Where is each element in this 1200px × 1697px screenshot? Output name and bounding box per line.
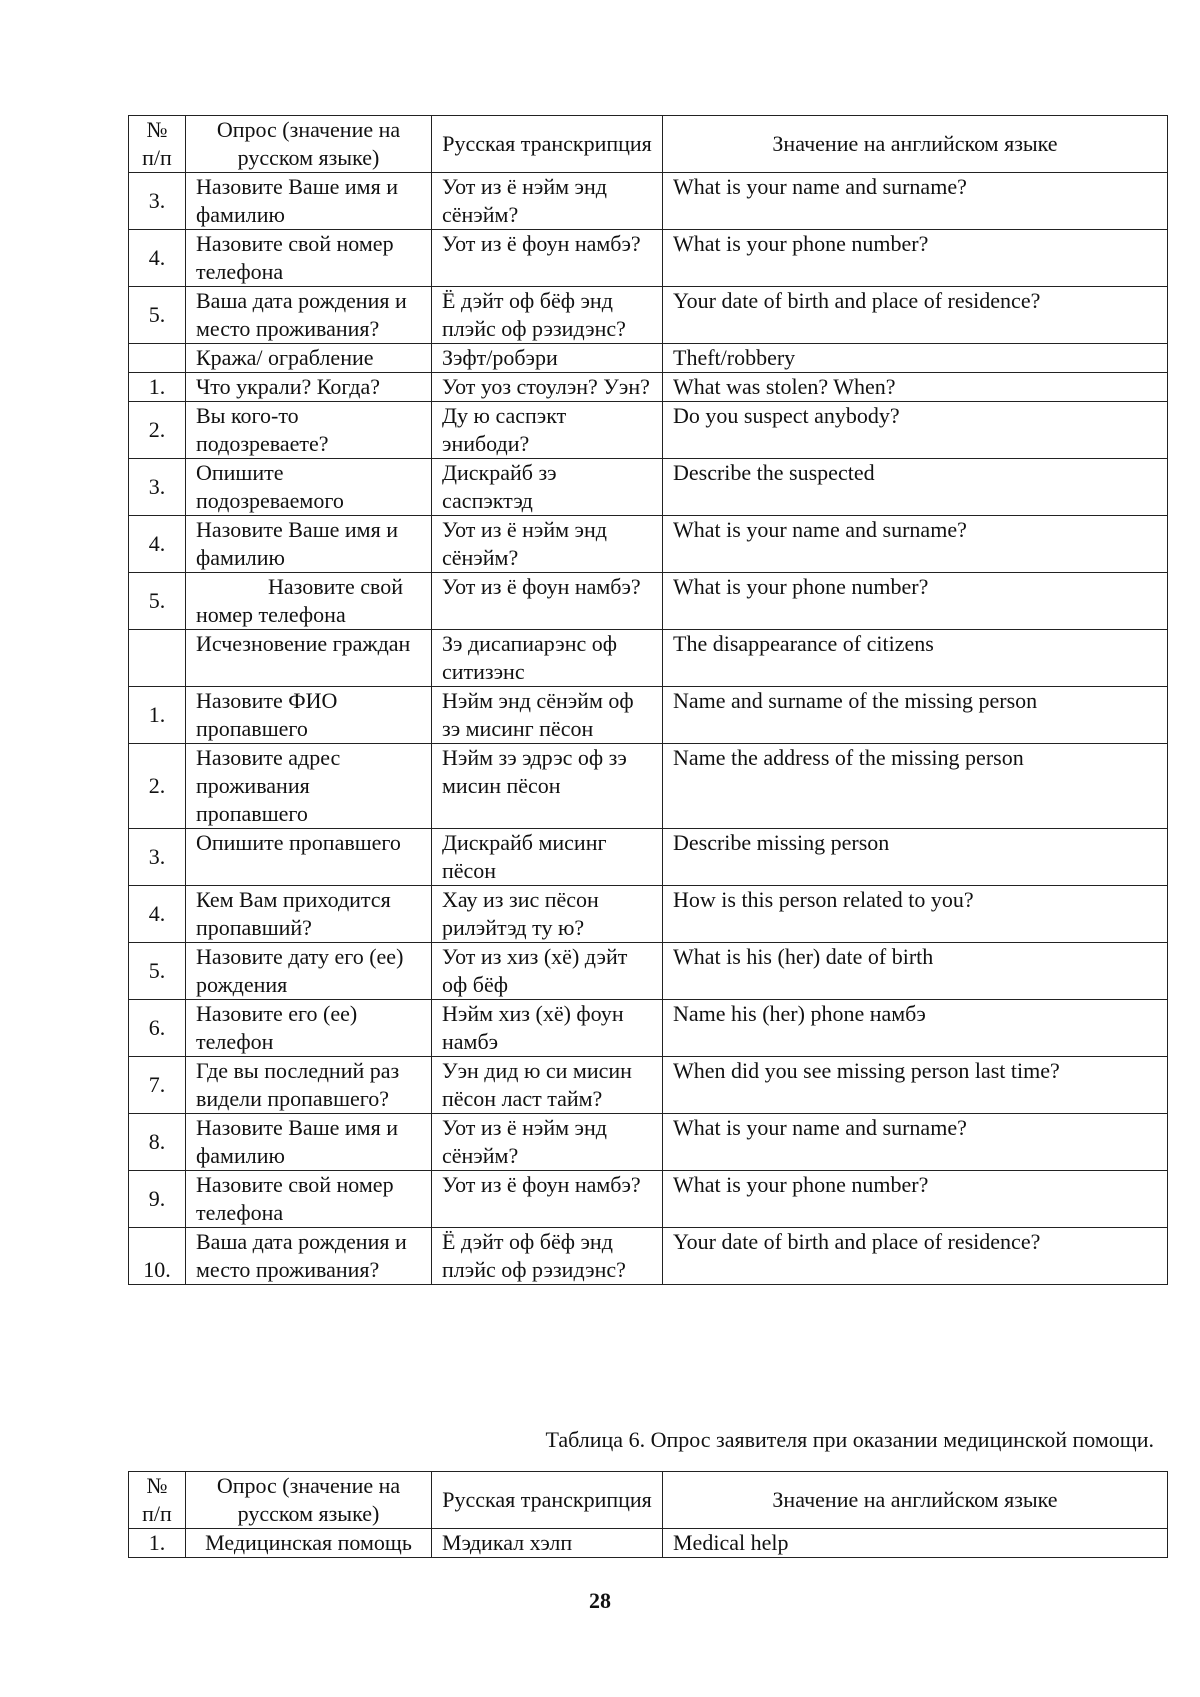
english-meaning: Describe missing person xyxy=(663,829,1168,886)
english-meaning: What is your phone number? xyxy=(663,1171,1168,1228)
russian-transcription: Дискрайб мисинг пёсон xyxy=(432,829,663,886)
table-row xyxy=(129,573,1168,630)
row-number: 3. xyxy=(129,829,186,886)
english-meaning: The disappearance of citizens xyxy=(663,630,1168,687)
table-header-row xyxy=(129,116,1168,173)
header-number: № п/п xyxy=(129,1472,186,1529)
english-meaning: When did you see missing person last time? xyxy=(663,1057,1168,1114)
row-number: 5. xyxy=(129,573,186,630)
header-english-meaning: Значение на английском языке xyxy=(663,1472,1168,1529)
russian-question: Что украли? Когда? xyxy=(186,373,432,402)
russian-question: Опишите пропавшего xyxy=(186,829,432,886)
row-number: 1. xyxy=(129,1529,186,1558)
russian-transcription: Нэйм энд сёнэйм оф зэ мисинг пёсон xyxy=(432,687,663,744)
russian-question: Ваша дата рождения и место проживания? xyxy=(186,287,432,344)
russian-question: Назовите свой номер телефона xyxy=(186,1171,432,1228)
russian-transcription: Зэфт/робэри xyxy=(432,344,663,373)
english-meaning: Name and surname of the missing person xyxy=(663,687,1168,744)
english-meaning: Your date of birth and place of residence? xyxy=(663,287,1168,344)
english-meaning: What was stolen? When? xyxy=(663,373,1168,402)
english-meaning: Your date of birth and place of residence? xyxy=(663,1228,1168,1285)
table-row xyxy=(129,402,1168,459)
row-number: 8. xyxy=(129,1114,186,1171)
row-number: 5. xyxy=(129,287,186,344)
russian-question: Кем Вам приходится пропавший? xyxy=(186,886,432,943)
row-number: 1. xyxy=(129,687,186,744)
medical-questionnaire-table xyxy=(128,1471,1168,1558)
russian-question: Назовите свой номер телефона xyxy=(186,230,432,287)
russian-transcription: Ё дэйт оф бёф энд плэйс оф рэзидэнс? xyxy=(432,1228,663,1285)
russian-question: Назовите его (ее) телефон xyxy=(186,1000,432,1057)
table-row xyxy=(129,373,1168,402)
table-row xyxy=(129,344,1168,373)
russian-transcription: Уот уоз стоулэн? Уэн? xyxy=(432,373,663,402)
english-meaning: What is your name and surname? xyxy=(663,516,1168,573)
row-number: 3. xyxy=(129,459,186,516)
table-row xyxy=(129,886,1168,943)
english-meaning: What is his (her) date of birth xyxy=(663,943,1168,1000)
english-meaning: Name his (her) phone намбэ xyxy=(663,1000,1168,1057)
russian-transcription: Ду ю саспэкт энибоди? xyxy=(432,402,663,459)
table-row xyxy=(129,1529,1168,1558)
russian-transcription: Нэйм хиз (хё) фоун намбэ xyxy=(432,1000,663,1057)
russian-transcription: Хау из зис пёсон рилэйтэд ту ю? xyxy=(432,886,663,943)
russian-transcription: Мэдикал хэлп xyxy=(432,1529,663,1558)
russian-question: Опишите подозреваемого xyxy=(186,459,432,516)
table-row xyxy=(129,1114,1168,1171)
russian-question: Назовите Ваше имя и фамилию xyxy=(186,173,432,230)
header-russian-meaning: Опрос (значение на русском языке) xyxy=(186,1472,432,1529)
table-row xyxy=(129,1057,1168,1114)
row-number: 3. xyxy=(129,173,186,230)
russian-transcription: Уот из ё нэйм энд сёнэйм? xyxy=(432,173,663,230)
russian-question: Ваша дата рождения и место проживания? xyxy=(186,1228,432,1285)
russian-transcription: Ё дэйт оф бёф энд плэйс оф рэзидэнс? xyxy=(432,287,663,344)
row-number: 2. xyxy=(129,744,186,829)
header-russian-meaning: Опрос (значение на русском языке) xyxy=(186,116,432,173)
russian-question: Кража/ ограбление xyxy=(186,344,432,373)
row-number: 7. xyxy=(129,1057,186,1114)
header-number: № п/п xyxy=(129,116,186,173)
english-meaning: Medical help xyxy=(663,1529,1168,1558)
russian-transcription: Уот из ё фоун намбэ? xyxy=(432,230,663,287)
table-caption: Таблица 6. Опрос заявителя при оказании медицинской помощи. xyxy=(545,1427,1154,1452)
page-number: 28 xyxy=(589,1588,611,1613)
russian-question: Назовите дату его (ее) рождения xyxy=(186,943,432,1000)
russian-transcription: Дискрайб зэ саспэктэд xyxy=(432,459,663,516)
english-meaning: What is your phone number? xyxy=(663,230,1168,287)
russian-transcription: Уот из хиз (хё) дэйт оф бёф xyxy=(432,943,663,1000)
table-row xyxy=(129,516,1168,573)
english-meaning: Name the address of the missing person xyxy=(663,744,1168,829)
english-meaning: What is your name and surname? xyxy=(663,173,1168,230)
russian-transcription: Уэн дид ю си мисин пёсон ласт тайм? xyxy=(432,1057,663,1114)
row-number: 4. xyxy=(129,230,186,287)
row-number: 1. xyxy=(129,373,186,402)
row-number: 10. xyxy=(129,1228,186,1285)
table-row xyxy=(129,230,1168,287)
russian-question: Назовите Ваше имя и фамилию xyxy=(186,516,432,573)
table-row xyxy=(129,1000,1168,1057)
russian-question: Вы кого-то подозреваете? xyxy=(186,402,432,459)
table-header-row xyxy=(129,1472,1168,1529)
row-number xyxy=(129,630,186,687)
row-number: 6. xyxy=(129,1000,186,1057)
russian-question: Медицинская помощь xyxy=(186,1529,432,1558)
russian-question: Назовите свой номер телефона xyxy=(186,573,432,630)
questionnaire-table xyxy=(128,115,1168,1285)
table-row xyxy=(129,173,1168,230)
table-row xyxy=(129,744,1168,829)
table-row xyxy=(129,1171,1168,1228)
russian-question: Где вы последний раз видели пропавшего? xyxy=(186,1057,432,1114)
english-meaning: Describe the suspected xyxy=(663,459,1168,516)
row-number: 4. xyxy=(129,516,186,573)
russian-question: Назовите адрес проживания пропавшего xyxy=(186,744,432,829)
table-row xyxy=(129,1228,1168,1285)
header-transcription: Русская транскрипция xyxy=(432,1472,663,1529)
table-row xyxy=(129,459,1168,516)
table-row xyxy=(129,287,1168,344)
row-number xyxy=(129,344,186,373)
russian-question: Назовите Ваше имя и фамилию xyxy=(186,1114,432,1171)
russian-transcription: Нэйм зэ эдрэс оф зэ мисин пёсон xyxy=(432,744,663,829)
row-number: 9. xyxy=(129,1171,186,1228)
header-transcription: Русская транскрипция xyxy=(432,116,663,173)
russian-transcription: Уот из ё нэйм энд сёнэйм? xyxy=(432,1114,663,1171)
table-row xyxy=(129,630,1168,687)
english-meaning: Do you suspect anybody? xyxy=(663,402,1168,459)
russian-question: Назовите ФИО пропавшего xyxy=(186,687,432,744)
table-row xyxy=(129,687,1168,744)
table-row xyxy=(129,943,1168,1000)
row-number: 5. xyxy=(129,943,186,1000)
row-number: 2. xyxy=(129,402,186,459)
english-meaning: How is this person related to you? xyxy=(663,886,1168,943)
english-meaning: What is your name and surname? xyxy=(663,1114,1168,1171)
russian-question: Исчезновение граждан xyxy=(186,630,432,687)
russian-transcription: Уот из ё фоун намбэ? xyxy=(432,573,663,630)
russian-transcription: Уот из ё фоун намбэ? xyxy=(432,1171,663,1228)
english-meaning: What is your phone number? xyxy=(663,573,1168,630)
english-meaning: Theft/robbery xyxy=(663,344,1168,373)
table-row xyxy=(129,829,1168,886)
header-english-meaning: Значение на английском языке xyxy=(663,116,1168,173)
russian-transcription: Зэ дисапиарэнс оф ситизэнс xyxy=(432,630,663,687)
russian-transcription: Уот из ё нэйм энд сёнэйм? xyxy=(432,516,663,573)
row-number: 4. xyxy=(129,886,186,943)
